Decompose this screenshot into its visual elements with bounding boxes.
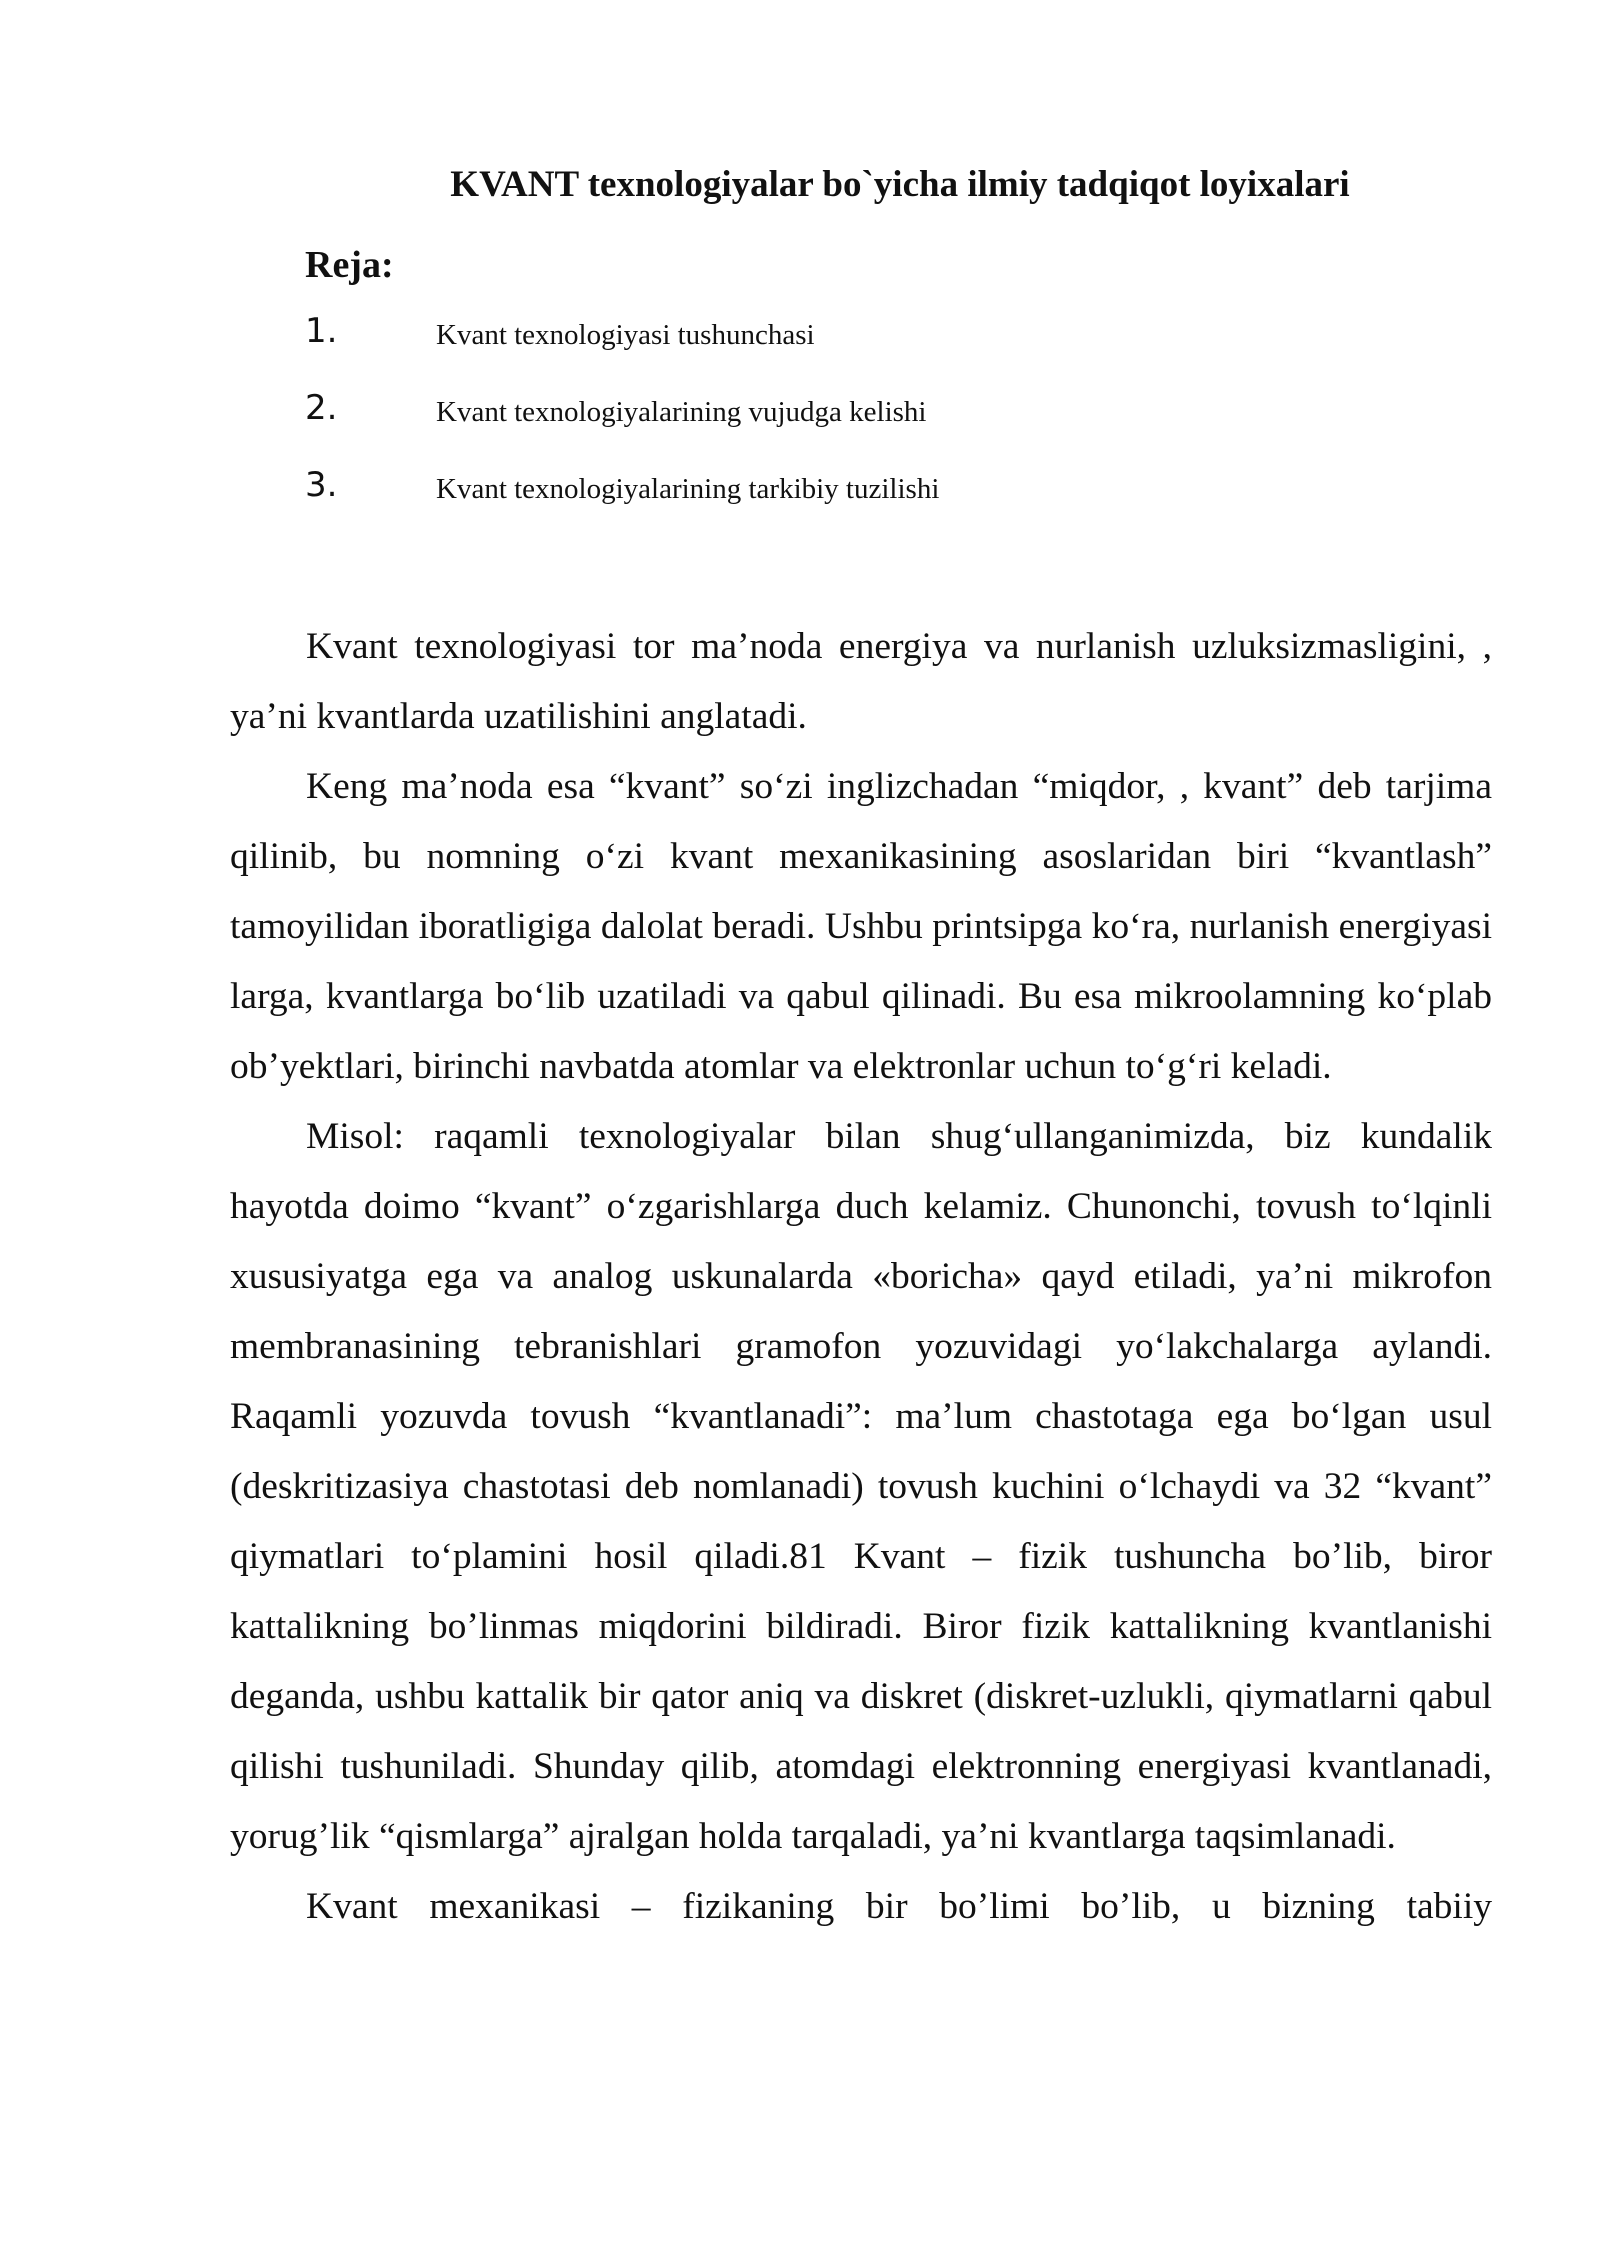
plan-item bbox=[305, 306, 939, 383]
paragraph: Keng ma’noda esa “kvant” so‘zi inglizchadan “miqdor, , kvant” deb tarjima qilinib, bu nomning o‘zi kvant mexanikasining asoslaridan biri “kvantlash” tamoyilidan iboratligiga dalolat beradi. Ushbu printsipga ko‘ra, nurlanish energiyasi larga, kvantlarga bo‘lib uzatiladi va qabul qilinadi. Bu esa mikroolamning ko‘plab ob’yektlari, birinchi navbatda atomlar va elektronlar uchun to‘g‘ri keladi. bbox=[230, 766, 1492, 1087]
body-text bbox=[230, 612, 1492, 1942]
plan-heading: Reja: bbox=[305, 244, 394, 286]
plan-item-text: Kvant texnologiyasi tushunchasi bbox=[436, 319, 815, 351]
paragraph: Kvant texnologiyasi tor ma’noda energiya va nurlanish uzluksizmasligini, , ya’ni kvantlarda uzatilishini anglatadi. bbox=[230, 626, 1492, 737]
plan-item bbox=[305, 460, 939, 537]
paragraph: Misol: raqamli texnologiyalar bilan shug‘ullanganimizda, biz kundalik hayotda doimo “kvant” o‘zgarishlarga duch kelamiz. Chunonchi, tovush to‘lqinli xususiyatga ega va analog uskunalarda «boricha» qayd etiladi, ya’ni mikrofon membranasining tebranishlari gramofon yozuvidagi yo‘lakchalarga aylandi. Raqamli yozuvda tovush “kvantlanadi”: ma’lum chastotaga ega bo‘lgan usul (deskritizasiya chastotasi deb nomlanadi) tovush kuchini o‘lchaydi va 32 “kvant” qiymatlari to‘plamini hosil qiladi.81 Kvant – fizik tushuncha bo’lib, biror kattalikning bo’linmas miqdorini bildiradi. Biror fizik kattalikning kvantlanishi deganda, ushbu kattalik bir qator aniq va diskret (diskret-uzlukli, qiymatlarni qabul qilishi tushuniladi. Shunday qilib, atomdagi elektronning energiyasi kvantlanadi, yorug’lik “qismlarga” ajralgan holda tarqaladi, ya’ni kvantlarga taqsimlanadi. bbox=[230, 1116, 1492, 1857]
plan-item-text: Kvant texnologiyalarining tarkibiy tuzilishi bbox=[436, 473, 940, 505]
document-title: KVANT texnologiyalar bo`yicha ilmiy tadqiqot loyixalari bbox=[450, 164, 1350, 205]
plan-list bbox=[305, 306, 939, 537]
plan-item-number: 3. bbox=[305, 465, 338, 505]
plan-item-number: 2. bbox=[305, 388, 338, 428]
plan-item bbox=[305, 383, 939, 460]
plan-item-text: Kvant texnologiyalarining vujudga kelishi bbox=[436, 396, 927, 428]
paragraph: Kvant mexanikasi – fizikaning bir bo’limi bo’lib, u bizning tabiiy bbox=[306, 1886, 1492, 1927]
plan-item-number: 1. bbox=[305, 311, 338, 351]
